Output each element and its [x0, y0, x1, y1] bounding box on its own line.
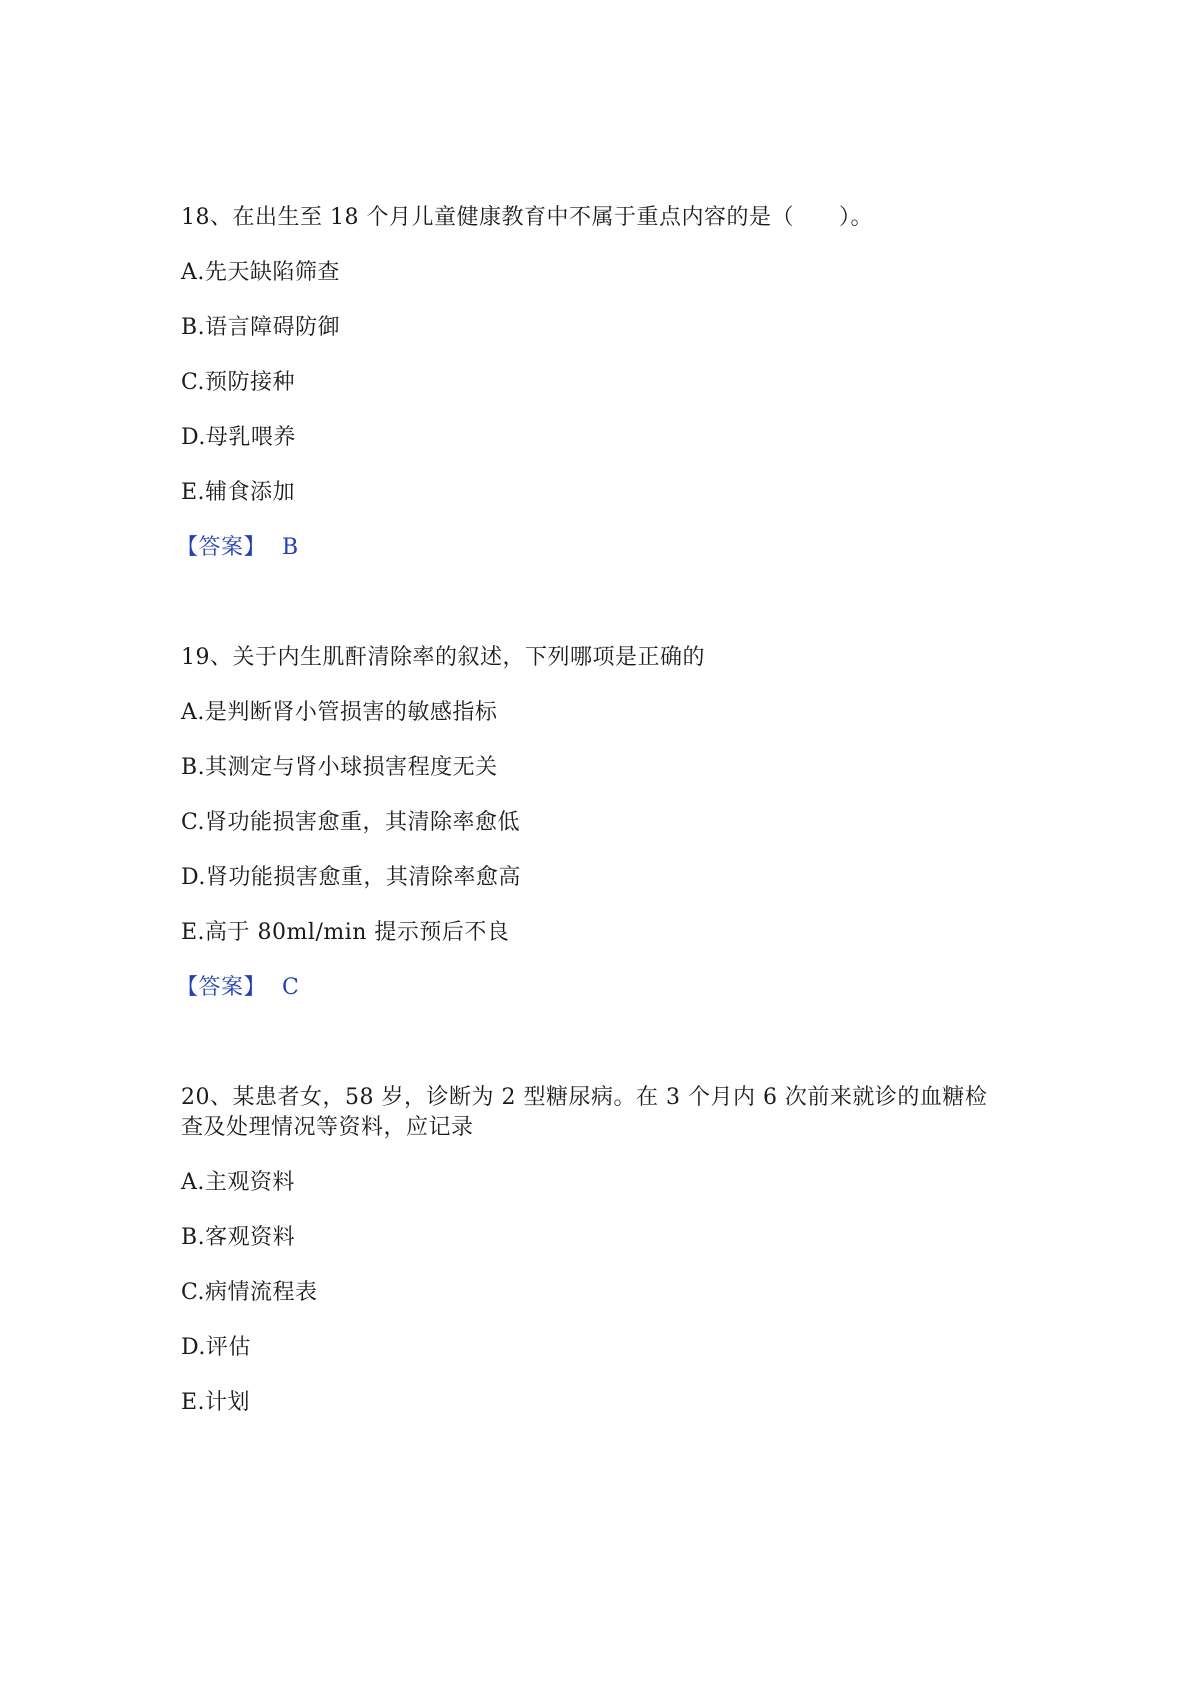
answer-line: [176, 973, 299, 1003]
answer-label: 【答案】: [176, 975, 267, 1000]
answer-value: C: [282, 975, 300, 1000]
option-e: E.辅食添加: [181, 480, 296, 505]
question-stem: 20、某患者女，58 岁，诊断为 2 型糖尿病。在 3 个月内 6 次前来就诊的血糖检: [181, 1085, 988, 1110]
answer-value: B: [282, 535, 299, 560]
option-e: E.高于 80ml/min 提示预后不良: [181, 920, 510, 945]
option-b: B.其测定与肾小球损害程度无关: [181, 755, 498, 780]
option-c: C.预防接种: [181, 370, 296, 395]
option-a: A.先天缺陷筛查: [181, 260, 340, 285]
option-a: A.是判断肾小管损害的敏感指标: [181, 700, 498, 725]
question-stem: 18、在出生至 18 个月儿童健康教育中不属于重点内容的是（ ）。: [181, 205, 873, 230]
question-stem: 19、关于内生肌酐清除率的叙述，下列哪项是正确的: [181, 645, 705, 670]
option-b: B.语言障碍防御: [181, 315, 341, 340]
option-e: E.计划: [181, 1390, 251, 1415]
option-d: D.母乳喂养: [181, 425, 296, 450]
option-c: C.肾功能损害愈重，其清除率愈低: [181, 810, 521, 835]
question-stem-cont: 查及处理情况等资料，应记录: [181, 1115, 474, 1140]
option-d: D.评估: [181, 1335, 251, 1360]
answer-label: 【答案】: [176, 535, 267, 560]
option-d: D.肾功能损害愈重，其清除率愈高: [181, 865, 521, 890]
option-a: A.主观资料: [181, 1170, 295, 1195]
option-b: B.客观资料: [181, 1225, 296, 1250]
option-c: C.病情流程表: [181, 1280, 318, 1305]
answer-line: [176, 533, 299, 563]
